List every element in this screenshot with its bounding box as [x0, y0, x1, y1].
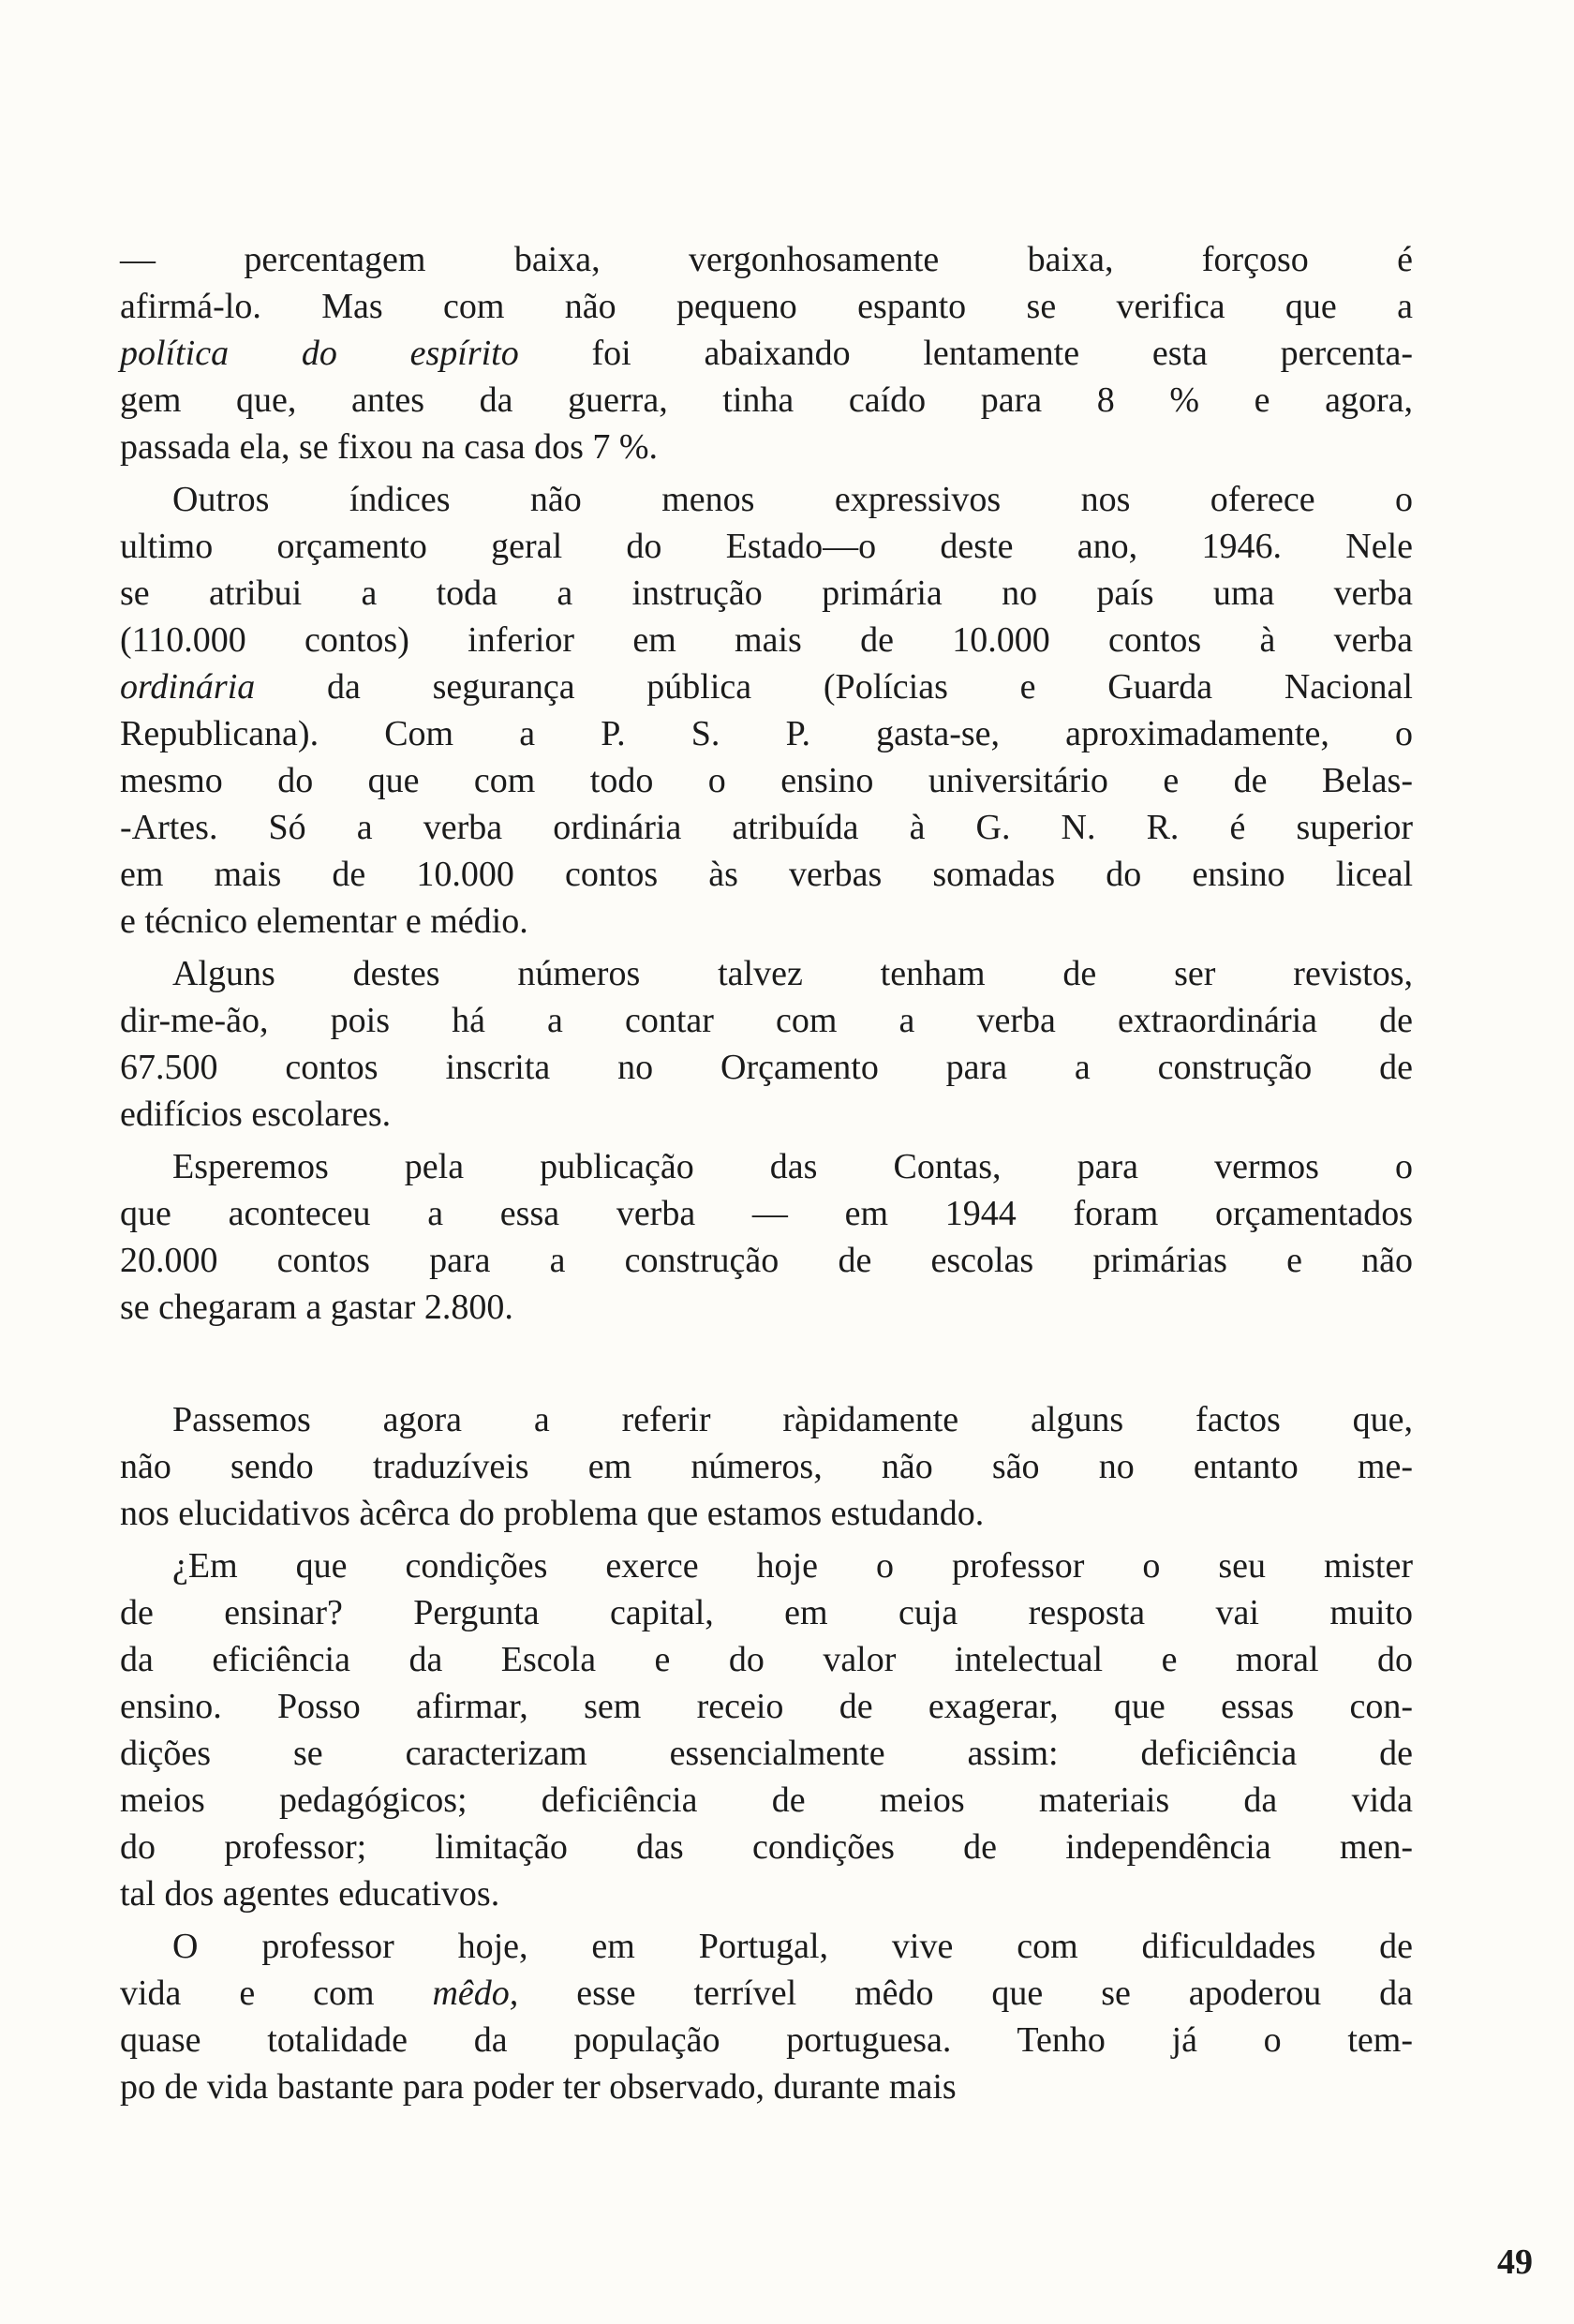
- text-segment: vida e com: [120, 1974, 433, 2013]
- text-line: [120, 1284, 1413, 1331]
- text-segment: e técnico elementar e médio.: [120, 901, 528, 941]
- text-segment: (110.000 contos) inferior em mais de 10.000 contos à verba: [120, 620, 1413, 660]
- text-segment: do professor; limitação das condições de independência men-: [120, 1827, 1413, 1867]
- text-line: [120, 1730, 1413, 1777]
- text-segment: que aconteceu a essa verba — em 1944 foram orçamentados: [120, 1194, 1413, 1233]
- text-segment: Outros índices não menos expressivos nos oferece o: [172, 480, 1413, 519]
- text-segment: mesmo do que com todo o ensino universitário e de Belas-: [120, 761, 1413, 800]
- text-line: [120, 1190, 1413, 1237]
- text-line: [120, 1237, 1413, 1284]
- text-segment: afirmá-lo. Mas com não pequeno espanto se verifica que a: [120, 287, 1413, 326]
- page-text: [120, 236, 1413, 2116]
- text-segment: edifícios escolares.: [120, 1095, 392, 1134]
- text-line: [120, 1683, 1413, 1730]
- text-line: [120, 2017, 1413, 2063]
- text-line: [120, 1091, 1413, 1138]
- text-line: [120, 898, 1413, 945]
- text-line: [120, 1396, 1413, 1443]
- text-line: [120, 523, 1413, 570]
- text-line: [120, 710, 1413, 757]
- text-line: [120, 476, 1413, 523]
- text-line: [120, 570, 1413, 617]
- text-line: [120, 1443, 1413, 1490]
- text-line: [120, 1143, 1413, 1190]
- text-segment: po de vida bastante para poder ter observado, durante mais: [120, 2067, 957, 2107]
- text-segment: ultimo orçamento geral do Estado—o deste ano, 1946. Nele: [120, 527, 1413, 566]
- text-line: [120, 1044, 1413, 1091]
- text-segment: dições se caracterizam essencialmente assim: deficiência de: [120, 1734, 1413, 1773]
- text-segment: nos elucidativos àcêrca do problema que estamos estudando.: [120, 1494, 985, 1533]
- page-number: 49: [1497, 2242, 1533, 2282]
- paragraph: [120, 1396, 1413, 1537]
- paragraph: [120, 1542, 1413, 1917]
- text-segment: Alguns destes números talvez tenham de ser revistos,: [172, 954, 1413, 993]
- text-segment: não sendo traduzíveis em números, não são no entanto me-: [120, 1447, 1413, 1486]
- text-line: [120, 1542, 1413, 1589]
- text-line: [120, 757, 1413, 804]
- text-line: [120, 236, 1413, 283]
- text-segment: se chegaram a gastar 2.800.: [120, 1288, 513, 1327]
- text-segment: Esperemos pela publicação das Contas, para vermos o: [172, 1147, 1413, 1186]
- text-line: [120, 1923, 1413, 1970]
- paragraph: [120, 1923, 1413, 2110]
- text-line: [120, 1970, 1413, 2017]
- text-segment: de ensinar? Pergunta capital, em cuja resposta vai muito: [120, 1593, 1413, 1632]
- text-segment: gem que, antes da guerra, tinha caído para 8 % e agora,: [120, 380, 1413, 420]
- text-line: [120, 2063, 1413, 2110]
- text-segment: Republicana). Com a P. S. P. gasta-se, aproximadamente, o: [120, 714, 1413, 753]
- text-line: [120, 663, 1413, 710]
- paragraph: [120, 950, 1413, 1138]
- text-line: [120, 330, 1413, 377]
- text-segment: em mais de 10.000 contos às verbas somadas do ensino liceal: [120, 855, 1413, 894]
- text-line: [120, 424, 1413, 470]
- text-line: [120, 377, 1413, 424]
- italic-text: ordinária: [120, 667, 256, 707]
- text-segment: O professor hoje, em Portugal, vive com dificuldades de: [172, 1927, 1413, 1966]
- text-segment: 20.000 contos para a construção de escolas primárias e não: [120, 1241, 1413, 1280]
- text-segment: ensino. Posso afirmar, sem receio de exagerar, que essas con-: [120, 1687, 1413, 1726]
- text-line: [120, 804, 1413, 851]
- text-segment: da eficiência da Escola e do valor intelectual e moral do: [120, 1640, 1413, 1679]
- text-segment: ¿Em que condições exerce hoje o professor o seu mister: [172, 1546, 1413, 1586]
- text-line: [120, 1490, 1413, 1537]
- text-segment: foi abaixando lentamente esta percenta-: [518, 334, 1413, 373]
- text-segment: Passemos agora a referir ràpidamente alguns factos que,: [172, 1400, 1413, 1439]
- text-line: [120, 617, 1413, 663]
- paragraph: [120, 476, 1413, 945]
- text-segment: passada ela, se fixou na casa dos 7 %.: [120, 427, 659, 467]
- text-segment: esse terrível mêdo que se apoderou da: [518, 1974, 1413, 2013]
- text-line: [120, 1870, 1413, 1917]
- text-line: [120, 997, 1413, 1044]
- text-line: [120, 283, 1413, 330]
- paragraph: [120, 1143, 1413, 1331]
- text-segment: dir-me-ão, pois há a contar com a verba extraordinária de: [120, 1001, 1413, 1040]
- text-line: [120, 1777, 1413, 1824]
- text-segment: meios pedagógicos; deficiência de meios materiais da vida: [120, 1780, 1413, 1820]
- text-segment: quase totalidade da população portuguesa. Tenho já o tem-: [120, 2020, 1413, 2060]
- text-segment: 67.500 contos inscrita no Orçamento para a construção de: [120, 1048, 1413, 1087]
- text-line: [120, 1824, 1413, 1870]
- italic-text: mêdo,: [432, 1974, 519, 2013]
- text-line: [120, 1636, 1413, 1683]
- text-segment: tal dos agentes educativos.: [120, 1874, 500, 1914]
- text-segment: se atribui a toda a instrução primária no país uma verba: [120, 574, 1413, 613]
- text-line: [120, 851, 1413, 898]
- italic-text: política do espírito: [120, 334, 519, 373]
- text-line: [120, 950, 1413, 997]
- text-segment: — percentagem baixa, vergonhosamente baixa, forçoso é: [120, 240, 1413, 279]
- text-segment: da segurança pública (Polícias e Guarda Nacional: [255, 667, 1413, 707]
- text-segment: -Artes. Só a verba ordinária atribuída à G. N. R. é superior: [120, 808, 1413, 847]
- paragraph: [120, 236, 1413, 470]
- text-line: [120, 1589, 1413, 1636]
